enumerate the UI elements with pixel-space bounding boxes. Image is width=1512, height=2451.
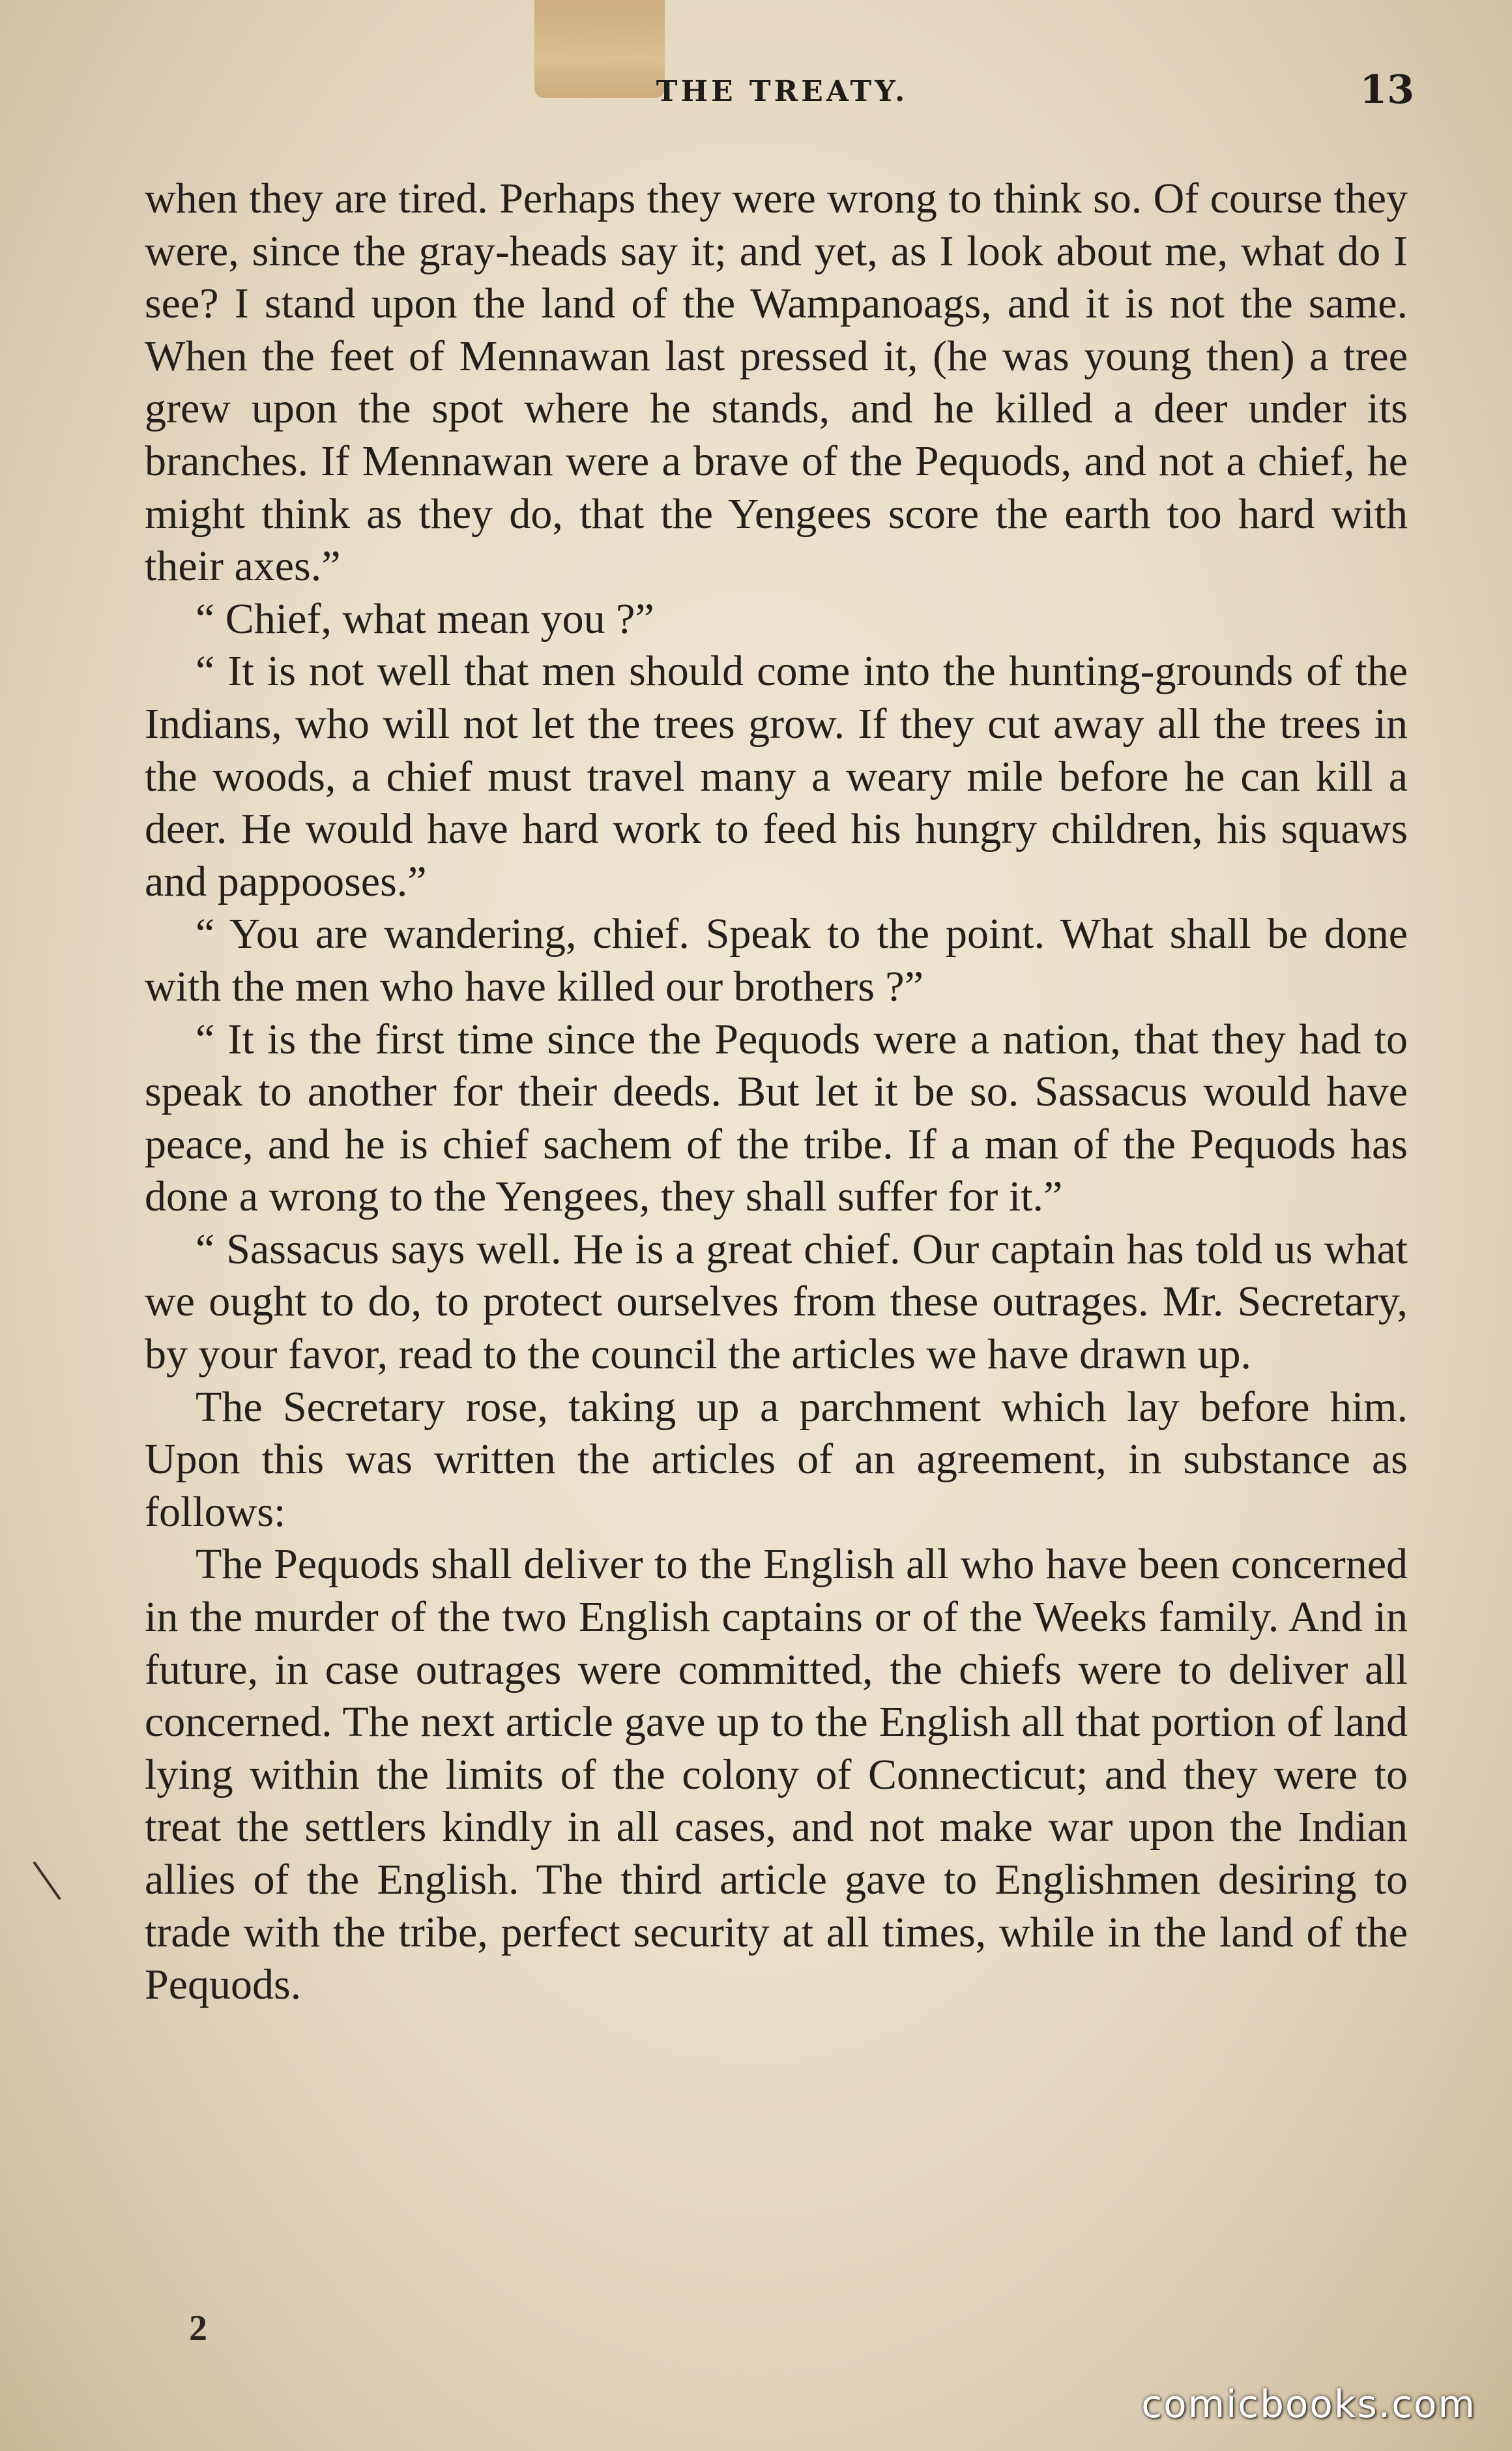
paragraph: The Pequods shall deliver to the English all who have been concerned in the murder of the two English captains or of the Weeks family. And in future, in case outrages were committed, the chiefs were to deliver all concerned. The next article gave up to the English all that portion of land lying within the limits of the colony of Connecticut; and they were to treat the settlers kindly in all cases, and not make war upon the Indian allies of the English. The third article gave to Englishmen desiring to trade with the tribe, perfect security at all times, while in the land of the Pequods. <box>145 1540 1408 2009</box>
paragraph: “ It is not well that men should come into the hunting-grounds of the Indians, who will not let the trees grow. If they cut away all the trees in the woods, a chief must travel many a weary mile before he can kill a deer. He would have hard work to feed his hungry children, his squaws and pappooses.” <box>145 647 1408 905</box>
page-number: 13 <box>1359 67 1414 113</box>
paragraph: “ Sassacus says well. He is a great chief. Our captain has told us what we ought to do, to protect ourselves from these outrages. Mr. Secretary, by your favor, read to the council the articles we have drawn up. <box>145 1225 1408 1379</box>
page-header <box>150 62 1414 121</box>
paragraph: when they are tired. Perhaps they were wrong to think so. Of course they were, since the gray-heads say it; and yet, as I look about me, what do I see? I stand upon the land of the Wampanoags, and it is not the same. When the feet of Mennawan last pressed it, (he was young then) a tree grew upon the spot where he stands, and he killed a deer under its branches. If Mennawan were a brave of the Pequods, and not a chief, he might think as they do, that the Yengees score the earth too hard with their axes.” <box>145 175 1408 591</box>
paragraph: The Secretary rose, taking up a parchment which lay before him. Upon this was written the articles of an agreement, in substance as follows: <box>145 1383 1408 1536</box>
signature-mark: 2 <box>189 2308 207 2349</box>
paragraph: “ It is the first time since the Pequods were a nation, that they had to speak to another for their deeds. But let it be so. Sassacus would have peace, and he is chief sachem of the tribe. If a man of the Pequods has done a wrong to the Yengees, they shall suffer for it.” <box>145 1015 1408 1221</box>
paragraph: “ Chief, what mean you ?” <box>196 594 654 643</box>
watermark: comicbooks.com <box>1141 2382 1476 2426</box>
running-head: THE TREATY. <box>656 75 909 108</box>
paragraph: “ You are wandering, chief. Speak to the point. What shall be done with the men who have killed our brothers ?” <box>145 910 1408 1010</box>
body-text <box>145 173 1408 2012</box>
margin-mark <box>33 1861 61 1900</box>
